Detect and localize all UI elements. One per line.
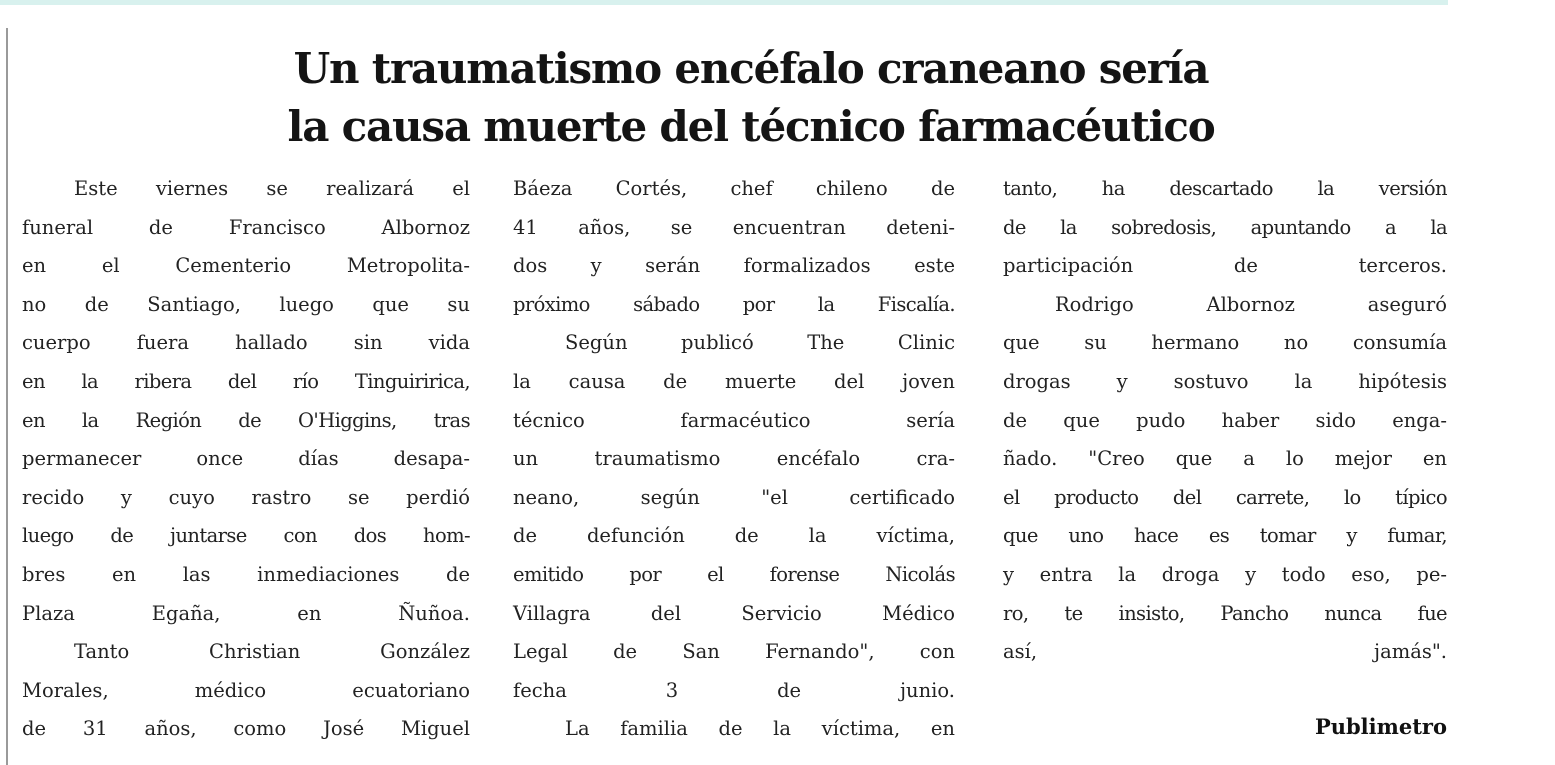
- text-line: Villagra del Servicio Médico: [513, 601, 955, 625]
- paragraph: [1003, 286, 1447, 672]
- text-line: Morales, médico ecuatoriano: [22, 678, 470, 702]
- text-line: luego de juntarse con dos hom-: [22, 524, 470, 548]
- text-line: dos y serán formalizados este: [513, 254, 955, 278]
- paragraph: [513, 170, 955, 324]
- article-byline: Publimetro: [1314, 714, 1447, 739]
- column-divider-rule: [6, 28, 8, 765]
- article-column-1: [22, 170, 470, 749]
- paragraph: [22, 170, 470, 633]
- text-line: Báeza Cortés, chef chileno de: [513, 177, 955, 200]
- text-line: Tanto Christian González: [74, 640, 470, 664]
- text-line: de que pudo haber sido enga-: [1003, 408, 1447, 432]
- article-headline: [20, 40, 1482, 156]
- text-line: 41 años, se encuentran deteni-: [513, 215, 955, 239]
- text-line: en la Región de O'Higgins, tras: [22, 408, 470, 432]
- text-line: ro, te insisto, Pancho nunca fue: [1003, 601, 1447, 625]
- text-line: tanto, ha descartado la versión: [1003, 177, 1447, 200]
- article-column-2: [513, 170, 955, 749]
- text-line: el producto del carrete, lo típico: [1003, 485, 1447, 509]
- text-line: permanecer once días desapa-: [22, 447, 470, 471]
- text-line: de la sobredosis, apuntando a la: [1003, 215, 1447, 239]
- text-line: Legal de San Fernando", con: [513, 640, 955, 664]
- text-line: emitido por el forense Nicolás: [513, 562, 955, 586]
- text-line: Rodrigo Albornoz aseguró: [1055, 292, 1447, 316]
- text-line: fecha 3 de junio.: [513, 678, 955, 702]
- text-line: la causa de muerte del joven: [513, 369, 955, 393]
- text-line: participación de terceros.: [1003, 254, 1447, 278]
- headline-line-2: la causa muerte del técnico farmacéutico: [287, 102, 1215, 151]
- text-line: funeral de Francisco Albornoz: [22, 215, 470, 239]
- text-line: bres en las inmediaciones de: [22, 562, 470, 586]
- text-line: Según publicó The Clinic: [565, 331, 955, 355]
- paragraph: [513, 710, 955, 749]
- text-line: de defunción de la víctima,: [513, 524, 955, 548]
- headline-line-1: Un traumatismo encéfalo craneano sería: [293, 44, 1209, 93]
- text-line: un traumatismo encéfalo cra-: [513, 447, 955, 471]
- text-line: que su hermano no consumía: [1003, 331, 1447, 355]
- text-line: ñado. "Creo que a lo mejor en: [1003, 447, 1447, 471]
- text-line: no de Santiago, luego que su: [22, 292, 470, 316]
- text-line: así, jamás".: [1003, 640, 1447, 664]
- text-line: y entra la droga y todo eso, pe-: [1003, 562, 1447, 586]
- paragraph: [22, 633, 470, 749]
- text-line: próximo sábado por la Fiscalía.: [513, 292, 955, 316]
- text-line: en el Cementerio Metropolita-: [22, 254, 470, 278]
- text-line: en la ribera del río Tinguiririca,: [22, 369, 470, 393]
- text-line: cuerpo fuera hallado sin vida: [22, 331, 470, 355]
- top-accent-rule: [0, 0, 1448, 5]
- text-line: drogas y sostuvo la hipótesis: [1003, 369, 1447, 393]
- article-column-3: [1003, 170, 1447, 672]
- text-line: de 31 años, como José Miguel: [22, 717, 470, 741]
- text-line: recido y cuyo rastro se perdió: [22, 485, 470, 509]
- text-line: técnico farmacéutico sería: [513, 408, 955, 432]
- paragraph: [1003, 170, 1447, 286]
- text-line: La familia de la víctima, en: [565, 717, 955, 741]
- paragraph: [513, 324, 955, 710]
- text-line: neano, según "el certificado: [513, 485, 955, 509]
- text-line: que uno hace es tomar y fumar,: [1003, 524, 1447, 548]
- text-line: Plaza Egaña, en Ñuñoa.: [22, 601, 470, 625]
- text-line: Este viernes se realizará el: [74, 177, 470, 200]
